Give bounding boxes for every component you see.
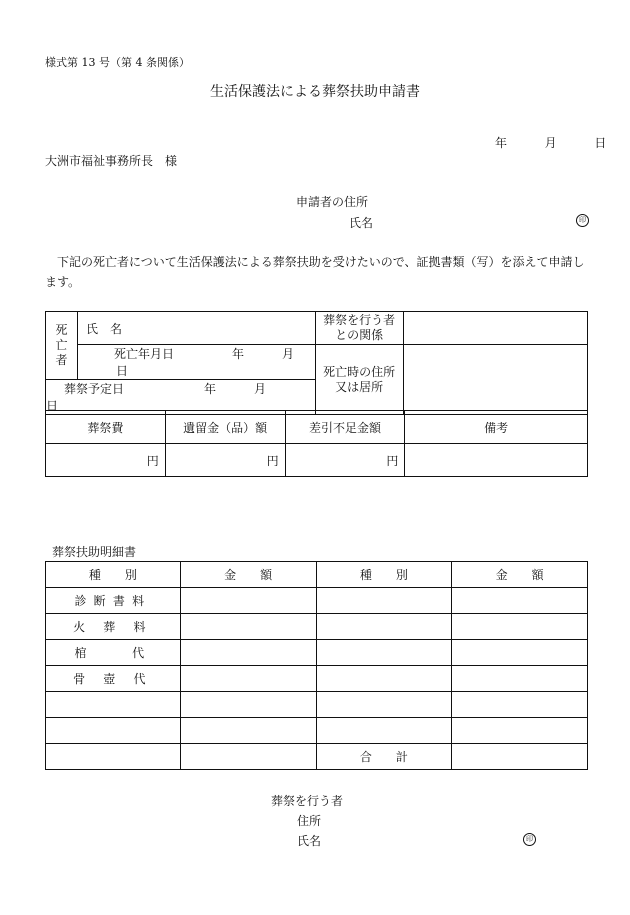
year-label: 年	[495, 136, 508, 150]
date-line	[495, 134, 606, 151]
signer-label: 葬祭を行う者	[271, 794, 344, 808]
relation-label: 葬祭を行う者との関係	[315, 312, 403, 345]
type-field[interactable]	[46, 744, 181, 770]
type-field[interactable]	[316, 640, 452, 666]
amount-header: 金 額	[180, 562, 316, 588]
remarks-header: 備考	[405, 411, 588, 444]
amount-field[interactable]	[180, 744, 316, 770]
funeral-cost-header: 葬祭費	[46, 411, 166, 444]
item-label: 骨 壺 代	[46, 666, 181, 692]
detail-table	[45, 561, 588, 770]
item-label: 棺 代	[46, 640, 181, 666]
type-field[interactable]	[316, 614, 452, 640]
signer-name-label: 氏名	[297, 834, 322, 848]
item-label: 診断書料	[46, 588, 181, 614]
amount-field[interactable]	[452, 640, 588, 666]
amount-field[interactable]	[180, 640, 316, 666]
cost-table	[45, 410, 588, 477]
amount-field[interactable]	[452, 692, 588, 718]
deceased-side-label: 死亡者	[46, 312, 78, 380]
type-field[interactable]	[46, 718, 181, 744]
type-field[interactable]	[316, 666, 452, 692]
seal-icon: 印	[576, 214, 589, 227]
type-field[interactable]	[316, 718, 452, 744]
signer-address-label: 住所	[297, 814, 322, 828]
total-label: 合 計	[316, 744, 452, 770]
month-label: 月	[544, 136, 557, 150]
day-label: 日	[594, 136, 607, 150]
amount-field[interactable]	[180, 666, 316, 692]
item-label: 火 葬 料	[46, 614, 181, 640]
amount-field[interactable]	[180, 588, 316, 614]
type-header: 種 別	[46, 562, 181, 588]
shortfall-field[interactable]: 円	[285, 444, 405, 477]
type-field[interactable]	[46, 692, 181, 718]
page-title: 生活保護法による葬祭扶助申請書	[210, 84, 420, 100]
deceased-table	[45, 311, 588, 415]
detail-title: 葬祭扶助明細書	[52, 545, 137, 559]
amount-field[interactable]	[180, 718, 316, 744]
funeral-date-cell: 葬祭予定日 年 月日	[46, 380, 316, 415]
funeral-cost-field[interactable]: 円	[46, 444, 166, 477]
remarks-field[interactable]	[405, 444, 588, 477]
amount-field[interactable]	[452, 718, 588, 744]
type-header: 種 別	[316, 562, 452, 588]
amount-field[interactable]	[452, 666, 588, 692]
seal-icon: 印	[523, 833, 536, 846]
applicant-address-label: 申請者の住所	[296, 195, 369, 209]
deceased-name-label: 氏 名	[77, 312, 315, 345]
relation-field[interactable]	[403, 312, 588, 345]
remaining-assets-field[interactable]: 円	[165, 444, 285, 477]
shortfall-header: 差引不足金額	[285, 411, 405, 444]
amount-field[interactable]	[452, 588, 588, 614]
addressee: 大洲市福祉事務所長 様	[45, 154, 178, 168]
death-date-cell: 死亡年月日 年 月日	[77, 345, 315, 380]
body-text: 下記の死亡者について生活保護法による葬祭扶助を受けたいので、証拠書類（写）を添えて申請します。	[45, 255, 585, 289]
amount-field[interactable]	[452, 614, 588, 640]
type-field[interactable]	[316, 692, 452, 718]
remaining-assets-header: 遺留金（品）額	[165, 411, 285, 444]
applicant-name-label: 氏名	[349, 216, 374, 230]
form-id: 様式第 13 号（第 4 条関係）	[45, 56, 190, 69]
death-address-field[interactable]	[403, 345, 588, 415]
total-field[interactable]	[452, 744, 588, 770]
amount-header: 金 額	[452, 562, 588, 588]
amount-field[interactable]	[180, 692, 316, 718]
type-field[interactable]	[316, 588, 452, 614]
amount-field[interactable]	[180, 614, 316, 640]
death-address-label: 死亡時の住所又は居所	[315, 345, 403, 415]
